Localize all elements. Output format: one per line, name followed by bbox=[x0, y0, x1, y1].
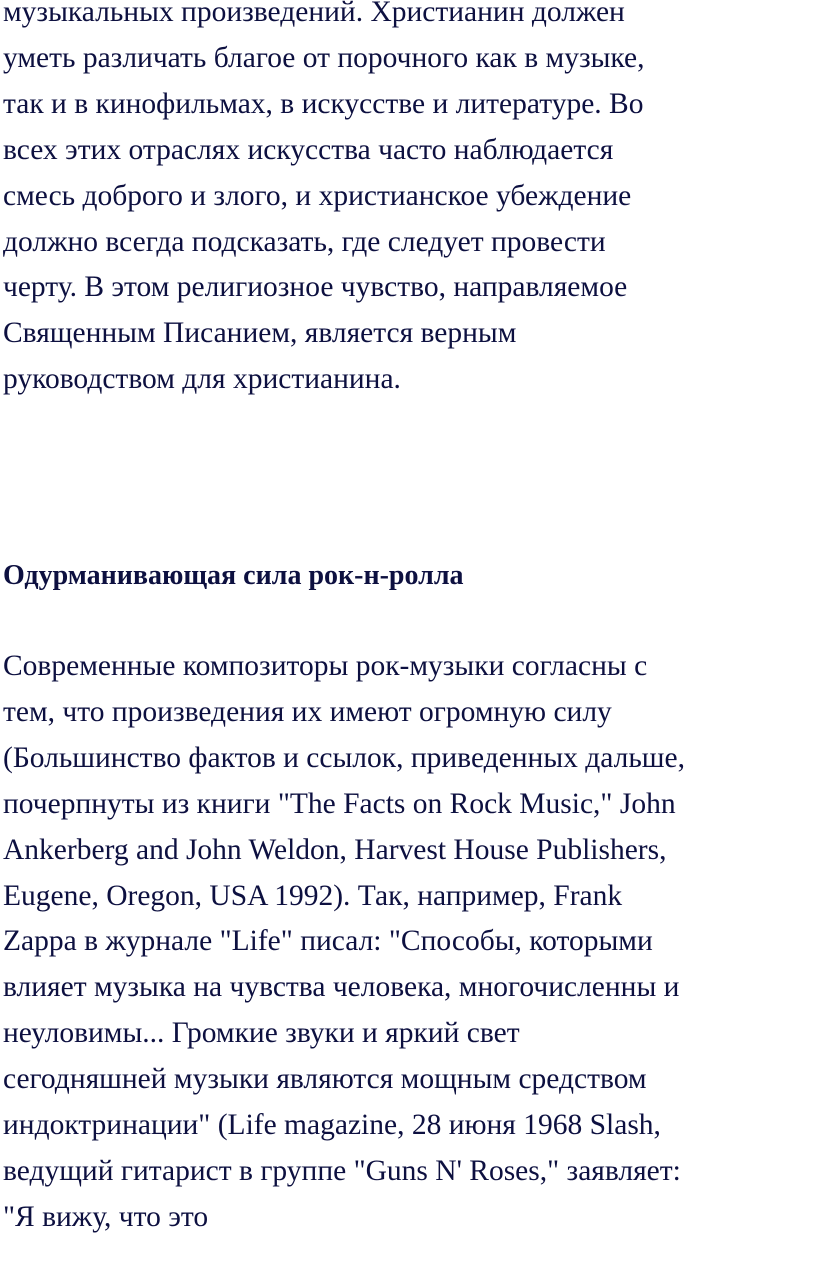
text-line: почерпнуты из книги "The Facts on Rock Music," John bbox=[3, 787, 676, 820]
text-line: Zappa в журнале "Life" писал: "Способы, которыми bbox=[3, 925, 653, 958]
text-line: неуловимы... Громкие звуки и яркий свет bbox=[3, 1017, 520, 1050]
intro-paragraph bbox=[3, 0, 644, 403]
text-line: всех этих отраслях искусства часто наблюдается bbox=[3, 133, 614, 166]
text-line: так и в кинофильмах, в искусстве и литературе. Во bbox=[3, 87, 644, 120]
section-heading: Одурманивающая сила рок-н-ролла bbox=[3, 560, 464, 591]
text-line: Священным Писанием, является верным bbox=[3, 317, 517, 350]
text-line: музыкальных произведений. Христианин должен bbox=[3, 0, 625, 28]
text-line: ведущий гитарист в группе "Guns N' Roses," заявляет: bbox=[3, 1154, 681, 1187]
text-line: руководством для христианина. bbox=[3, 363, 401, 396]
text-line: тем, что произведения их имеют огромную силу bbox=[3, 695, 612, 728]
text-line: "Я вижу, что это bbox=[3, 1200, 209, 1233]
text-line: Современные композиторы рок-музыки согласны с bbox=[3, 650, 648, 682]
text-line: индоктринации" (Life magazine, 28 июня 1968 Slash, bbox=[3, 1109, 661, 1142]
text-line: черту. В этом религиозное чувство, направляемое bbox=[3, 271, 628, 304]
text-line: Ankerberg and John Weldon, Harvest House Publishers, bbox=[3, 833, 667, 866]
body-paragraph bbox=[3, 644, 685, 1241]
text-line: уметь различать благое от порочного как в музыке, bbox=[3, 41, 645, 74]
text-line: смесь доброго и злого, и христианское убеждение bbox=[3, 179, 632, 212]
text-line: должно всегда подсказать, где следует провести bbox=[3, 225, 606, 258]
text-line: Eugene, Oregon, USA 1992). Так, например, Frank bbox=[3, 879, 623, 912]
text-line: (Большинство фактов и ссылок, приведенных дальше, bbox=[3, 741, 685, 774]
text-line: влияет музыка на чувства человека, многочисленны и bbox=[3, 971, 680, 1004]
text-line: сегодняшней музыки являются мощным средством bbox=[3, 1063, 647, 1096]
